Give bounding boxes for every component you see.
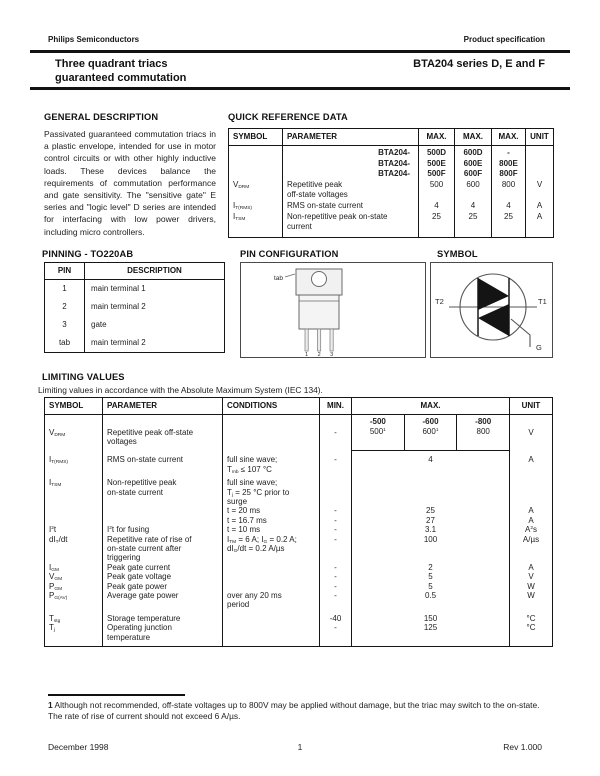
cell-p: Repetitive rate of rise of — [103, 535, 223, 544]
cell-p: current — [283, 222, 419, 237]
cell-s — [229, 222, 283, 237]
footnote-text: 1 Although not recommended, off-state voltages up to 800V may be applied without damage, but the triac may switch to the on-state. The rate of rise of current should not exceed 6 A/µs. — [48, 700, 540, 721]
cell-u — [510, 544, 553, 553]
table-line — [229, 212, 554, 223]
lead-2 — [318, 329, 321, 351]
cell-p — [103, 497, 223, 506]
table-line — [229, 169, 554, 180]
table-line — [45, 544, 553, 553]
cell-c: over any 20 ms — [223, 591, 320, 600]
col-pin: PIN — [45, 263, 85, 280]
cell-p: temperature — [103, 633, 223, 647]
limiting-values-table — [44, 397, 553, 647]
cell-m — [320, 544, 352, 553]
cell-s: $T_j$ — [49, 623, 55, 633]
col-parameter: PARAMETER — [103, 398, 223, 415]
cell-p: $I^2t$ for fusing — [103, 525, 223, 534]
table-line — [229, 190, 554, 201]
col-symbol: SYMBOL — [45, 398, 103, 415]
quick-reference-heading: QUICK REFERENCE DATA — [228, 112, 348, 122]
cell-x — [352, 544, 510, 553]
cell-u: A/µs — [510, 535, 553, 544]
cell-p: on-state current after — [103, 544, 223, 553]
cell-p — [103, 506, 223, 515]
table-line — [45, 535, 553, 544]
cell-u — [526, 159, 554, 170]
vdrm-max-500 — [352, 415, 404, 450]
cell-s: $dI_T/dt$ — [49, 534, 68, 544]
cell-x: 125 — [352, 623, 510, 632]
table-line — [45, 334, 225, 353]
pinning-body — [45, 280, 225, 353]
voltage-value: $600^1$ — [422, 427, 439, 436]
cell-x: 5 — [352, 582, 510, 591]
cell-m — [320, 600, 352, 609]
cell-u — [510, 465, 553, 474]
table-line — [45, 572, 553, 581]
cell-c2: 600D — [455, 146, 492, 159]
cell-c2: 600E — [455, 159, 492, 170]
cell-c2: 600 — [455, 180, 492, 191]
cell-u: °C — [510, 610, 553, 623]
col-symbol: SYMBOL — [229, 129, 283, 146]
cell-c1: 500F — [419, 169, 455, 180]
cell-u: A — [526, 212, 554, 223]
upper-triangle — [478, 278, 509, 310]
table-line — [45, 563, 553, 572]
cell-c3: 4 — [492, 201, 526, 212]
cell-c — [223, 610, 320, 623]
cell-u — [510, 474, 553, 487]
vdrm-max-600 — [404, 415, 457, 450]
cell-m — [320, 488, 352, 497]
cell-c1: 25 — [419, 212, 455, 223]
cell-x: 2 — [352, 563, 510, 572]
cell-s: $I_{TSM}$ — [49, 478, 62, 488]
table-line — [229, 222, 554, 237]
cell-m: - — [320, 525, 352, 534]
cell-c: full sine wave; — [223, 451, 320, 465]
quick-reference-table — [228, 128, 554, 238]
cell-c: t = 10 ms — [223, 525, 320, 534]
col-parameter: PARAMETER — [283, 129, 419, 146]
cell-c — [223, 633, 320, 647]
cell-x: 27 — [352, 516, 510, 525]
col-max-1: MAX. — [419, 129, 455, 146]
cell-p: off-state voltages — [283, 190, 419, 201]
vdrm-max-subcolumns — [352, 415, 509, 450]
col-max-2: MAX. — [455, 129, 492, 146]
col-max-3: MAX. — [492, 129, 526, 146]
cell-m — [320, 553, 352, 562]
cell-p: RMS on-state current — [103, 451, 223, 465]
cell-c3 — [492, 190, 526, 201]
table-line — [45, 582, 553, 591]
cell-m — [320, 474, 352, 487]
mounting-hole — [312, 272, 327, 287]
voltage-value: $500^1$ — [369, 427, 386, 436]
table-line — [45, 600, 553, 609]
part-number-title: BTA204 series D, E and F — [413, 58, 545, 70]
symbol-box — [430, 262, 553, 358]
cell-p: BTA204- — [283, 159, 419, 170]
cell-s — [229, 190, 283, 201]
cell-min: - — [320, 415, 352, 451]
col-min: MIN. — [320, 398, 352, 415]
limiting-values-header — [45, 398, 553, 415]
cell-m — [320, 465, 352, 474]
cell-x — [352, 553, 510, 562]
cell-s: $I^2t$ — [49, 525, 57, 535]
cell-x: 150 — [352, 610, 510, 623]
cell-conditions — [223, 415, 320, 451]
cell-c3: 800 — [492, 180, 526, 191]
cell-m: - — [320, 563, 352, 572]
tab-label: tab — [273, 275, 283, 282]
table-line — [45, 474, 553, 487]
cell-p: Operating junction — [103, 623, 223, 632]
cell-u — [526, 146, 554, 159]
col-conditions: CONDITIONS — [223, 398, 320, 415]
pin-configuration-box — [240, 262, 426, 358]
cell-x — [352, 474, 510, 487]
cell-c: $T_{mb} \le 107$ °C — [223, 465, 320, 474]
footnote-rule — [48, 694, 185, 696]
cell-c1: 4 — [419, 201, 455, 212]
document-title — [55, 58, 186, 85]
cell-symbol: $V_{DRM}$ — [49, 428, 66, 438]
cell-p: RMS on-state current — [283, 201, 419, 212]
cell-s — [229, 146, 283, 159]
cell-p: on-state current — [103, 488, 223, 497]
table-line — [45, 553, 553, 562]
col-description: DESCRIPTION — [85, 263, 225, 280]
pinning-table — [44, 262, 225, 353]
cell-c1 — [419, 190, 455, 201]
t2-label: T2 — [435, 297, 444, 306]
lower-triangle — [478, 304, 509, 336]
symbol-heading: SYMBOL — [437, 249, 478, 259]
cell-c: surge — [223, 497, 320, 506]
cell-p: triggering — [103, 553, 223, 562]
cell-desc: main terminal 2 — [85, 298, 225, 316]
type-suffix: -600 — [422, 417, 439, 426]
table-line — [229, 201, 554, 212]
cell-u: A — [510, 516, 553, 525]
cell-u: W — [510, 591, 553, 600]
pin-3-label: 3 — [330, 352, 334, 357]
table-line — [45, 465, 553, 474]
cell-u — [510, 600, 553, 609]
cell-c1: 500 — [419, 180, 455, 191]
cell-s — [45, 600, 103, 609]
table-line — [45, 633, 553, 647]
cell-c: $dI_G/dt = 0.2$ A/µs — [223, 544, 320, 553]
cell-x: 4 — [352, 451, 510, 465]
cell-u: °C — [510, 623, 553, 632]
cell-m: - — [320, 506, 352, 515]
lead-3 — [330, 329, 333, 351]
cell-s — [229, 169, 283, 180]
to220-package-drawing — [241, 263, 425, 357]
cell-s: $I_{GM}$ — [49, 562, 59, 573]
cell-u — [526, 222, 554, 237]
type-suffix: -500 — [369, 417, 386, 426]
header-rule-bottom — [30, 87, 570, 90]
cell-x — [352, 465, 510, 474]
cell-c3: 25 — [492, 212, 526, 223]
table-line — [45, 488, 553, 497]
cell-u — [510, 633, 553, 647]
cell-m — [320, 497, 352, 506]
cell-p: Storage temperature — [103, 610, 223, 623]
footer-date: December 1998 — [48, 742, 109, 752]
package-body — [299, 295, 339, 329]
table-line — [229, 146, 554, 159]
cell-c2: 600F — [455, 169, 492, 180]
cell-u: A — [526, 201, 554, 212]
cell-s: $T_{stg}$ — [49, 613, 61, 624]
cell-p: Repetitive peak — [283, 180, 419, 191]
footer-revision: Rev 1.000 — [503, 742, 542, 752]
cell-p: Average gate power — [103, 591, 223, 600]
cell-u: A — [510, 563, 553, 572]
cell-u: V — [526, 180, 554, 191]
cell-parameter: Repetitive peak off-state voltages — [103, 415, 223, 451]
cell-p: BTA204- — [283, 169, 419, 180]
cell-max-subgrid — [352, 415, 510, 451]
tab-leader-line — [285, 274, 295, 277]
cell-c: full sine wave; — [223, 474, 320, 487]
table-line — [45, 298, 225, 316]
general-description-body: Passivated guaranteed commutation triacs in a plastic envelope, intended for use in motor control circuits or with other highly inductive loads. These devices balance the requirements of commutation performance and gate sensitivity. The "sensitive gate" E series and "logic level" D series are intended for interfacing with low power drivers, including micro controllers. — [44, 129, 216, 237]
table-line — [229, 159, 554, 170]
cell-x — [352, 633, 510, 647]
cell-desc: gate — [85, 316, 225, 334]
cell-p: Peak gate power — [103, 582, 223, 591]
cell-m — [320, 633, 352, 647]
cell-u — [510, 488, 553, 497]
cell-s — [45, 465, 103, 474]
cell-c: period — [223, 600, 320, 609]
cell-s: $P_{GM}$ — [49, 581, 63, 591]
table-line — [45, 506, 553, 515]
col-unit: UNIT — [510, 398, 553, 415]
cell-m: - — [320, 451, 352, 465]
cell-c: $I_{TM} = 6$ A; $I_G = 0.2$ A; — [223, 535, 320, 544]
cell-m: - — [320, 582, 352, 591]
limiting-values-body — [45, 415, 553, 647]
limiting-values-note: Limiting values in accordance with the Absolute Maximum System (IEC 134). — [38, 385, 323, 395]
cell-x: 5 — [352, 572, 510, 581]
cell-c3 — [492, 222, 526, 237]
cell-desc: main terminal 2 — [85, 334, 225, 353]
cell-m: - — [320, 623, 352, 632]
cell-unit: V — [510, 415, 553, 451]
cell-c1: 500E — [419, 159, 455, 170]
cell-c1 — [419, 222, 455, 237]
cell-x — [352, 488, 510, 497]
header-rule-top — [30, 50, 570, 53]
cell-pin: 3 — [62, 320, 67, 329]
cell-c2: 4 — [455, 201, 492, 212]
cell-s: $I_{TSM}$ — [233, 211, 246, 222]
cell-c: t = 16.7 ms — [223, 516, 320, 525]
cell-x: 100 — [352, 535, 510, 544]
table-line — [229, 180, 554, 191]
cell-p — [103, 600, 223, 609]
cell-u: A — [510, 506, 553, 515]
table-line — [45, 316, 225, 334]
cell-u — [510, 497, 553, 506]
cell-u: V — [510, 572, 553, 581]
table-line — [45, 623, 553, 632]
cell-c — [223, 572, 320, 581]
cell-p: BTA204- — [283, 146, 419, 159]
cell-m: - — [320, 535, 352, 544]
cell-p — [103, 516, 223, 525]
table-line — [45, 451, 553, 465]
cell-u — [526, 169, 554, 180]
document-title-line2: guaranteed commutation — [55, 71, 187, 84]
cell-m: -40 — [320, 610, 352, 623]
footer-page-number: 1 — [297, 742, 303, 752]
cell-s — [45, 633, 103, 647]
type-suffix: -800 — [475, 417, 492, 426]
cell-pin: 1 — [62, 284, 67, 293]
cell-s — [45, 553, 103, 562]
cell-p: Peak gate current — [103, 563, 223, 572]
pinning-heading: PINNING - TO220AB — [42, 249, 134, 259]
pin-2-label: 2 — [317, 352, 321, 357]
cell-desc: main terminal 1 — [85, 280, 225, 299]
cell-c3: - — [492, 146, 526, 159]
cell-c — [223, 623, 320, 632]
table-line — [45, 516, 553, 525]
cell-pin: tab — [58, 338, 71, 347]
cell-p — [103, 465, 223, 474]
cell-s — [45, 544, 103, 553]
lead-1 — [305, 329, 308, 351]
cell-s — [45, 506, 103, 515]
cell-s: $I_{T(RMS)}$ — [233, 200, 253, 211]
col-max: MAX. — [352, 398, 510, 415]
cell-p: Non-repetitive peak on-state — [283, 212, 419, 223]
vdrm-row — [45, 415, 553, 451]
quick-reference-header — [229, 129, 554, 146]
general-description-heading: GENERAL DESCRIPTION — [44, 112, 159, 122]
cell-u: $A^2s$ — [510, 525, 553, 534]
cell-s: $V_{DRM}$ — [233, 179, 250, 190]
cell-c — [223, 582, 320, 591]
cell-c3: 800E — [492, 159, 526, 170]
cell-p: Non-repetitive peak — [103, 474, 223, 487]
cell-c1: 500D — [419, 146, 455, 159]
cell-c: t = 20 ms — [223, 506, 320, 515]
table-line — [45, 610, 553, 623]
cell-x — [352, 600, 510, 609]
cell-m: - — [320, 516, 352, 525]
cell-pin: 2 — [62, 302, 67, 311]
cell-s — [45, 516, 103, 525]
cell-c — [223, 563, 320, 572]
t1-label: T1 — [538, 297, 547, 306]
cell-s: $P_{G(AV)}$ — [49, 591, 68, 601]
document-title-line1: Three quadrant triacs — [55, 58, 168, 70]
cell-c3: 800F — [492, 169, 526, 180]
cell-u: W — [510, 582, 553, 591]
col-unit: UNIT — [526, 129, 554, 146]
cell-s — [45, 497, 103, 506]
cell-m: - — [320, 591, 352, 600]
cell-c2 — [455, 222, 492, 237]
cell-x — [352, 497, 510, 506]
vdrm-max-800 — [456, 415, 509, 450]
triac-symbol-drawing — [431, 263, 552, 357]
cell-m: - — [320, 572, 352, 581]
cell-s: $V_{GM}$ — [49, 572, 63, 582]
cell-u: A — [510, 451, 553, 465]
cell-u — [526, 190, 554, 201]
table-line — [45, 591, 553, 600]
table-line — [45, 497, 553, 506]
cell-x: 0.5 — [352, 591, 510, 600]
table-line — [45, 525, 553, 534]
table-line — [45, 280, 225, 299]
cell-c — [223, 553, 320, 562]
pin-1-label: 1 — [305, 352, 309, 357]
cell-x: 25 — [352, 506, 510, 515]
pin-configuration-heading: PIN CONFIGURATION — [240, 249, 339, 259]
limiting-values-heading: LIMITING VALUES — [42, 372, 125, 382]
voltage-value: 800 — [476, 427, 490, 436]
cell-s — [229, 159, 283, 170]
spec-type-label: Product specification — [463, 35, 545, 44]
g-label: G — [536, 343, 542, 352]
cell-x: 3.1 — [352, 525, 510, 534]
cell-c: $T_j = 25$ °C prior to — [223, 488, 320, 497]
cell-s — [45, 488, 103, 497]
cell-s: $I_{T(RMS)}$ — [49, 454, 69, 465]
pinning-header — [45, 263, 225, 280]
cell-p: Peak gate voltage — [103, 572, 223, 581]
publisher-name: Philips Semiconductors — [48, 35, 140, 44]
cell-c2 — [455, 190, 492, 201]
cell-c2: 25 — [455, 212, 492, 223]
quick-reference-body — [229, 146, 554, 238]
cell-u — [510, 553, 553, 562]
